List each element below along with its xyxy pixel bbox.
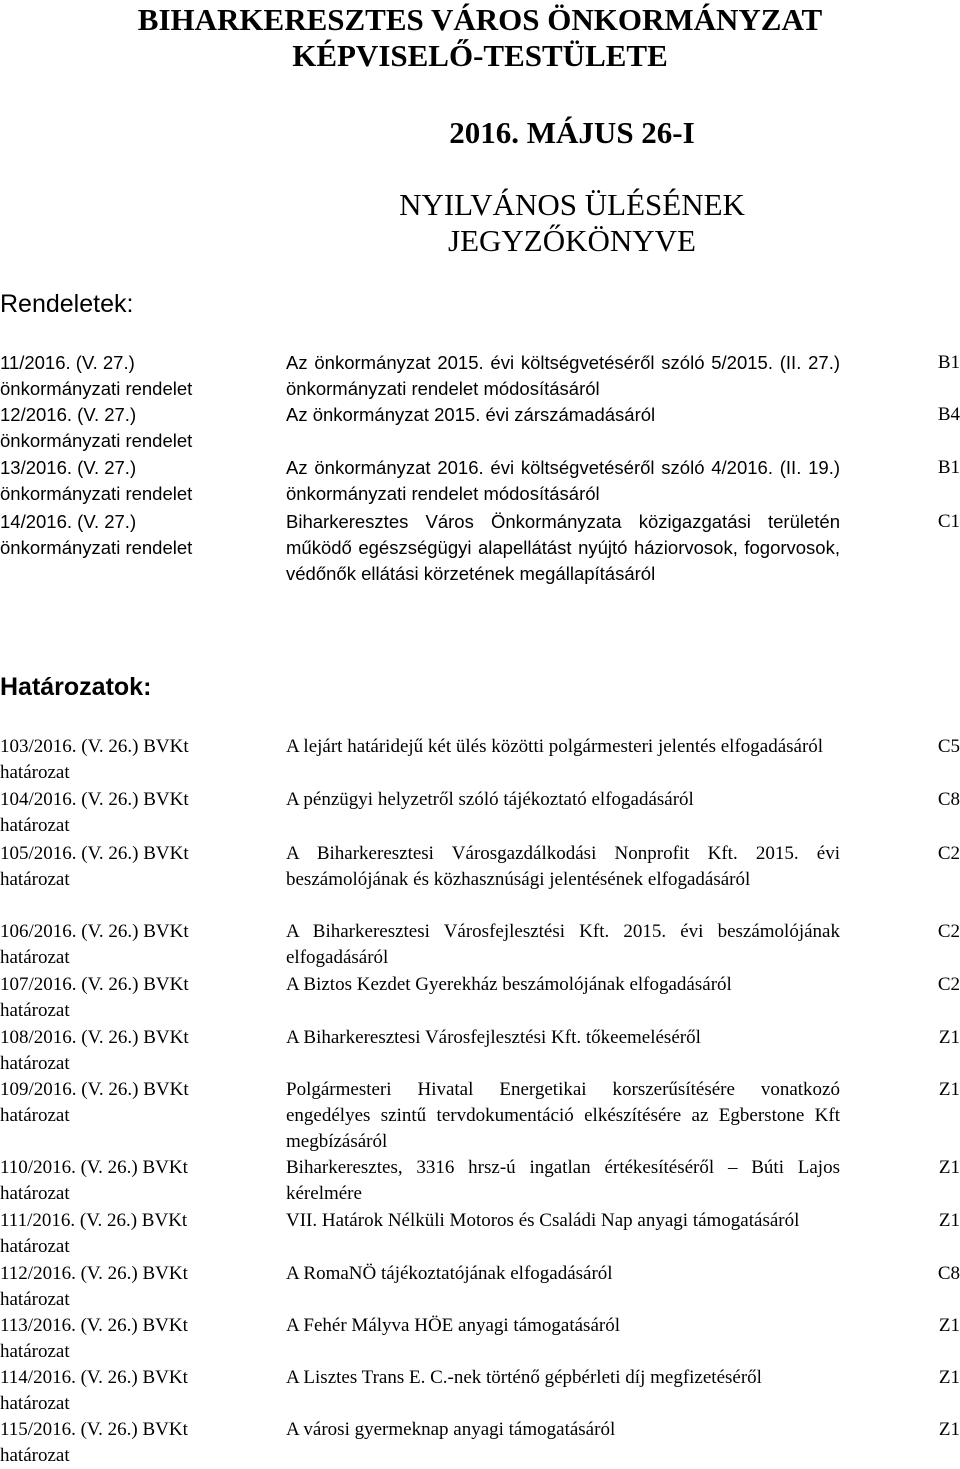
item-number: 106/2016. (V. 26.) BVKt: [0, 921, 189, 942]
item-subject: Polgármesteri Hivatal Energetikai korszerűsítésére vonatkozó engedélyes szintű tervdokumentáció elkészítésére az Egberstone Kft megbízásáról: [286, 1079, 840, 1152]
item-subject: Az önkormányzat 2016. évi költségvetéséről szóló 4/2016. (II. 19.) önkormányzati rendelet módosításáról: [286, 457, 840, 504]
item-type: határozat: [0, 1000, 70, 1021]
subtitle-line-1: NYILVÁNOS ÜLÉSÉNEK: [399, 187, 745, 222]
item-number: 13/2016. (V. 27.): [0, 457, 137, 478]
item-code: C8: [937, 1263, 960, 1284]
item-id: [0, 1365, 236, 1417]
item-code: C1: [937, 511, 960, 532]
item-id: [0, 1261, 236, 1313]
item-subject: VII. Határok Nélküli Motoros és Családi Nap anyagi támogatásáról: [286, 1210, 800, 1231]
item-subject: Az önkormányzat 2015. évi zárszámadásáról: [286, 404, 656, 425]
item-number: 113/2016. (V. 26.) BVKt: [0, 1315, 188, 1336]
document-subtitle: [92, 187, 960, 259]
item-code: C2: [937, 974, 960, 995]
item-id: [0, 402, 236, 454]
item-subject: A Lisztes Trans E. C.-nek történő gépbérleti díj megfizetéséről: [286, 1367, 762, 1388]
item-number: 110/2016. (V. 26.) BVKt: [0, 1157, 188, 1178]
item-subject: A Fehér Mályva HÖE anyagi támogatásáról: [286, 1315, 620, 1336]
item-id: [0, 841, 236, 893]
item-code: Z1: [938, 1210, 960, 1231]
item-type: határozat: [0, 1341, 70, 1362]
hatarozatok-heading: Határozatok:: [0, 673, 152, 701]
item-subject: A Biztos Kezdet Gyerekház beszámolójának elfogadásáról: [286, 974, 732, 995]
item-id: [0, 1077, 236, 1129]
item-subject: Biharkeresztes Város Önkormányzata közigazgatási területén működő egészségügyi alapellátást nyújtó háziorvosok, fogorvosok, védőnők ellátási körzetének megállapításáról: [286, 511, 840, 584]
item-type: határozat: [0, 1105, 70, 1126]
item-type: határozat: [0, 1393, 70, 1414]
item-subject: A Biharkeresztesi Városfejlesztési Kft. 2015. évi beszámolójának elfogadásáról: [286, 921, 840, 968]
item-type: határozat: [0, 1445, 70, 1466]
item-type: határozat: [0, 762, 70, 783]
item-id: [0, 1313, 236, 1365]
item-code: B1: [937, 352, 960, 373]
subtitle-line-2: JEGYZŐKÖNYVE: [448, 223, 696, 258]
title-line-1: BIHARKERESZTES VÁROS ÖNKORMÁNYZAT: [137, 2, 823, 37]
item-number: 105/2016. (V. 26.) BVKt: [0, 843, 189, 864]
item-subject: A városi gyermeknap anyagi támogatásáról: [286, 1419, 616, 1440]
item-subject: A Biharkeresztesi Városgazdálkodási Nonprofit Kft. 2015. évi beszámolójának és közhasznúsági jelentésének elfogadásáról: [286, 843, 840, 890]
item-code: Z1: [938, 1367, 960, 1388]
item-type: önkormányzati rendelet: [0, 430, 193, 451]
item-id: [0, 455, 236, 507]
item-code: C8: [937, 789, 960, 810]
item-id: [0, 1155, 236, 1207]
item-id: [0, 1025, 236, 1077]
item-type: határozat: [0, 947, 70, 968]
title-line-2: KÉPVISELŐ-TESTÜLETE: [292, 38, 668, 73]
item-code: Z1: [938, 1079, 960, 1100]
item-type: önkormányzati rendelet: [0, 483, 193, 504]
item-number: 12/2016. (V. 27.): [0, 404, 137, 425]
item-number: 111/2016. (V. 26.) BVKt: [0, 1210, 188, 1231]
item-number: 112/2016. (V. 26.) BVKt: [0, 1263, 188, 1284]
item-type: határozat: [0, 869, 70, 890]
item-type: határozat: [0, 1183, 70, 1204]
item-number: 11/2016. (V. 27.): [0, 352, 135, 373]
item-type: önkormányzati rendelet: [0, 378, 193, 399]
item-subject: A Biharkeresztesi Városfejlesztési Kft. tőkeemeléséről: [286, 1027, 701, 1048]
item-type: határozat: [0, 1236, 70, 1257]
item-code: C2: [937, 921, 960, 942]
item-subject: A RomaNÖ tájékoztatójának elfogadásáról: [286, 1263, 613, 1284]
item-id: [0, 1417, 236, 1469]
item-code: C5: [937, 736, 960, 757]
item-number: 108/2016. (V. 26.) BVKt: [0, 1027, 189, 1048]
item-code: Z1: [938, 1419, 960, 1440]
item-type: határozat: [0, 1053, 70, 1074]
item-subject: A pénzügyi helyzetről szóló tájékoztató elfogadásáról: [286, 789, 694, 810]
item-code: B4: [937, 404, 960, 425]
item-id: [0, 509, 236, 561]
rendeletek-heading: Rendeletek:: [0, 290, 134, 318]
item-type: határozat: [0, 1289, 70, 1310]
item-number: 114/2016. (V. 26.) BVKt: [0, 1367, 188, 1388]
item-type: önkormányzati rendelet: [0, 537, 193, 558]
item-code: Z1: [938, 1157, 960, 1178]
item-code: C2: [937, 843, 960, 864]
item-type: határozat: [0, 815, 70, 836]
item-id: [0, 919, 236, 971]
item-number: 115/2016. (V. 26.) BVKt: [0, 1419, 188, 1440]
document-title: [0, 2, 960, 74]
item-code: Z1: [938, 1315, 960, 1336]
item-subject: Biharkeresztes, 3316 hrsz-ú ingatlan értékesítéséről – Búti Lajos kérelmére: [286, 1157, 840, 1204]
item-number: 104/2016. (V. 26.) BVKt: [0, 789, 189, 810]
item-id: [0, 787, 236, 839]
item-number: 107/2016. (V. 26.) BVKt: [0, 974, 189, 995]
item-number: 109/2016. (V. 26.) BVKt: [0, 1079, 189, 1100]
item-subject: A lejárt határidejű két ülés közötti polgármesteri jelentés elfogadásáról: [286, 736, 824, 757]
item-id: [0, 1208, 236, 1260]
item-subject: Az önkormányzat 2015. évi költségvetéséről szóló 5/2015. (II. 27.) önkormányzati rendelet módosításáról: [286, 352, 840, 399]
item-number: 14/2016. (V. 27.): [0, 511, 137, 532]
item-number: 103/2016. (V. 26.) BVKt: [0, 736, 189, 757]
item-id: [0, 972, 236, 1024]
item-id: [0, 350, 236, 402]
item-code: Z1: [938, 1027, 960, 1048]
item-code: B1: [937, 457, 960, 478]
meeting-date: 2016. MÁJUS 26-I: [449, 115, 695, 150]
item-id: [0, 734, 236, 786]
